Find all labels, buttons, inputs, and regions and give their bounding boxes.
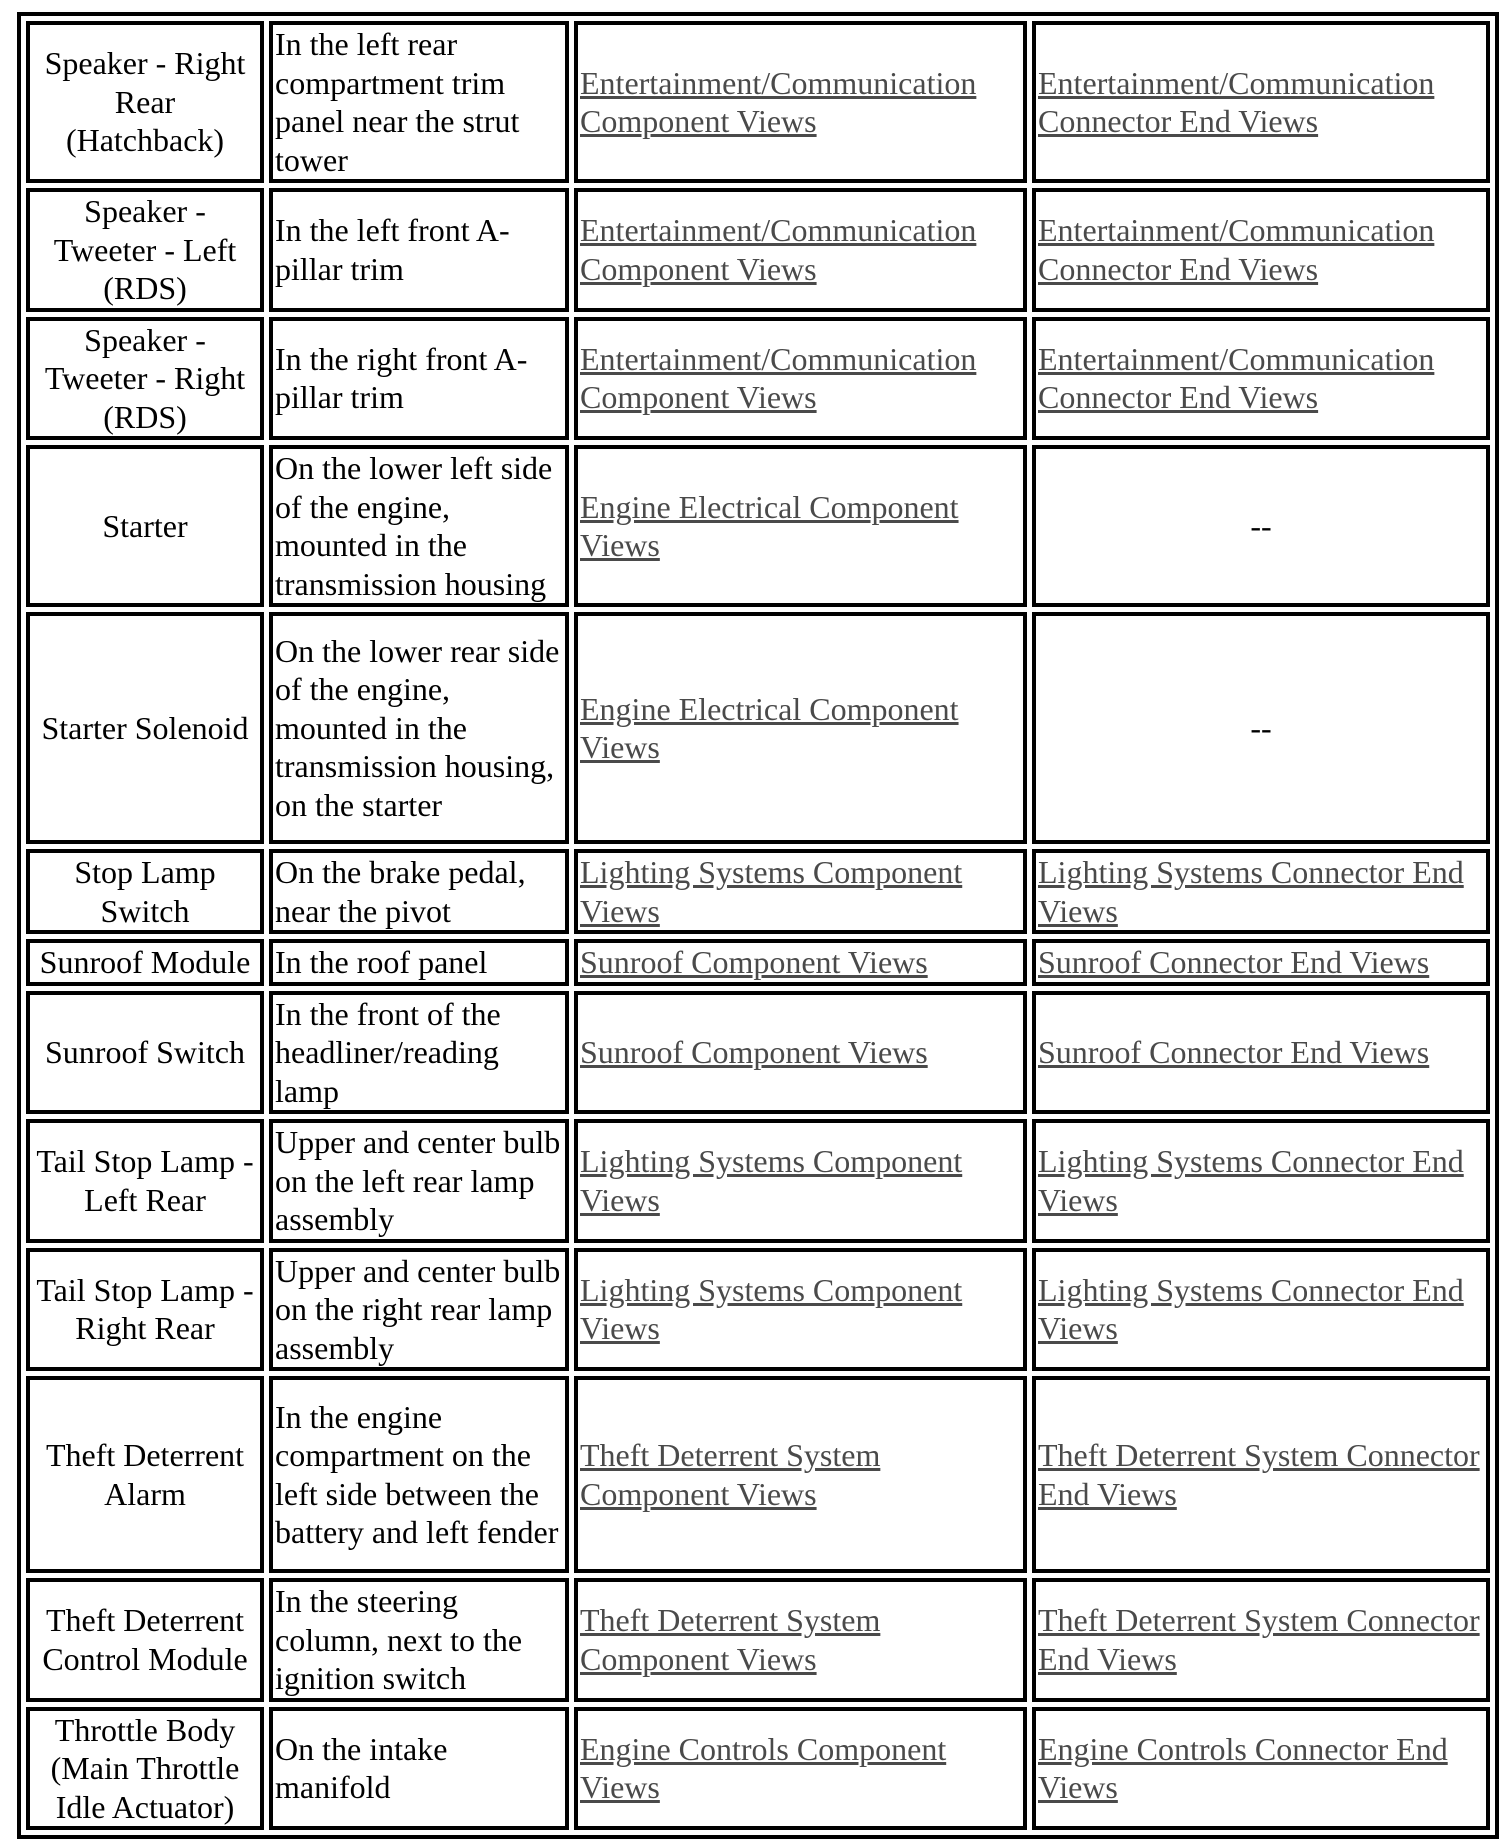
- location-cell: [269, 21, 569, 183]
- connector-views-cell: [1032, 1707, 1490, 1831]
- connector-end-views-link[interactable]: Lighting Systems Connector End Views: [1038, 1271, 1464, 1347]
- component-views-cell: [574, 317, 1027, 441]
- table-row: [26, 1578, 1490, 1702]
- location-text: On the brake pedal, near the pivot: [275, 854, 526, 929]
- component-name-cell: [26, 188, 264, 312]
- component-views-cell: [574, 1248, 1027, 1372]
- connector-end-views-link[interactable]: Entertainment/Communication Connector End Views: [1038, 212, 1435, 287]
- component-views-cell: [574, 1707, 1027, 1831]
- connector-views-cell: [1032, 939, 1490, 986]
- table-row: [26, 188, 1490, 312]
- component-name-cell: [26, 1578, 264, 1702]
- component-name-text: Speaker - Tweeter - Right (RDS): [44, 321, 246, 435]
- component-locator-table: [17, 12, 1499, 1839]
- component-name-text: Theft Deterrent Control Module: [42, 1602, 248, 1677]
- connector-end-views-link[interactable]: Entertainment/Communication Connector End Views: [1038, 340, 1435, 416]
- component-views-link[interactable]: Engine Controls Component Views: [580, 1730, 947, 1806]
- component-name-text: Tail Stop Lamp - Left Rear: [36, 1143, 254, 1218]
- component-name-cell: [26, 939, 264, 986]
- location-text: Upper and center bulb on the right rear lamp assembly: [275, 1252, 561, 1366]
- component-views-cell: [574, 849, 1027, 934]
- location-text: In the engine compartment on the left side between the battery and left fender: [275, 1398, 559, 1550]
- component-name-cell: [26, 1119, 264, 1243]
- location-text: In the front of the headliner/reading lamp: [275, 995, 501, 1109]
- component-name-cell: [26, 991, 264, 1115]
- table-body: [26, 21, 1490, 1830]
- table-row: [26, 445, 1490, 607]
- location-cell: [269, 1248, 569, 1372]
- component-views-link[interactable]: Sunroof Component Views: [580, 944, 928, 980]
- location-text: In the left front A-pillar trim: [275, 212, 510, 287]
- component-views-cell: [574, 939, 1027, 986]
- location-text: In the steering column, next to the ignition switch: [275, 1583, 523, 1696]
- connector-views-cell: [1032, 612, 1490, 844]
- component-views-cell: [574, 1376, 1027, 1573]
- table-row: [26, 849, 1490, 934]
- connector-views-cell: [1032, 1248, 1490, 1372]
- location-cell: [269, 939, 569, 986]
- not-applicable-text: --: [1250, 709, 1272, 746]
- location-text: On the lower left side of the engine, mounted in the transmission housing: [275, 450, 553, 602]
- component-name-cell: [26, 317, 264, 441]
- connector-views-cell: [1032, 445, 1490, 607]
- location-text: On the lower rear side of the engine, mounted in the transmission housing, on the starter: [275, 632, 560, 823]
- component-views-link[interactable]: Entertainment/Communication Component Views: [580, 212, 977, 287]
- location-cell: [269, 991, 569, 1115]
- table-row: [26, 1119, 1490, 1243]
- component-name-cell: [26, 1376, 264, 1573]
- table-row: [26, 991, 1490, 1115]
- component-views-link[interactable]: Entertainment/Communication Component Views: [580, 340, 977, 416]
- not-applicable-text: --: [1250, 507, 1272, 544]
- component-name-text: Theft Deterrent Alarm: [45, 1437, 245, 1512]
- location-cell: [269, 188, 569, 312]
- component-views-cell: [574, 188, 1027, 312]
- component-name-text: Sunroof Switch: [45, 1034, 245, 1070]
- location-cell: [269, 317, 569, 441]
- location-text: In the left rear compartment trim panel near the strut tower: [275, 26, 520, 178]
- component-name-text: Tail Stop Lamp - Right Rear: [36, 1271, 254, 1347]
- location-cell: [269, 1119, 569, 1243]
- component-views-link[interactable]: Theft Deterrent System Component Views: [580, 1602, 881, 1677]
- connector-end-views-link[interactable]: Sunroof Connector End Views: [1038, 944, 1430, 980]
- component-views-cell: [574, 612, 1027, 844]
- component-name-text: Sunroof Module: [39, 944, 251, 980]
- location-cell: [269, 849, 569, 934]
- component-views-link[interactable]: Engine Electrical Component Views: [580, 488, 959, 563]
- location-text: In the right front A-pillar trim: [275, 340, 528, 416]
- component-views-cell: [574, 1578, 1027, 1702]
- component-name-cell: [26, 1248, 264, 1372]
- component-views-link[interactable]: Lighting Systems Component Views: [580, 1143, 963, 1218]
- component-name-cell: [26, 445, 264, 607]
- connector-end-views-link[interactable]: Entertainment/Communication Connector End Views: [1038, 64, 1435, 139]
- connector-end-views-link[interactable]: Sunroof Connector End Views: [1038, 1034, 1430, 1070]
- table-row: [26, 1248, 1490, 1372]
- connector-views-cell: [1032, 849, 1490, 934]
- location-cell: [269, 612, 569, 844]
- table-row: [26, 21, 1490, 183]
- connector-end-views-link[interactable]: Lighting Systems Connector End Views: [1038, 1143, 1464, 1218]
- component-name-text: Starter Solenoid: [41, 709, 249, 746]
- location-cell: [269, 1578, 569, 1702]
- component-name-text: Throttle Body (Main Throttle Idle Actuator): [50, 1711, 240, 1825]
- connector-end-views-link[interactable]: Theft Deterrent System Connector End Views: [1038, 1602, 1480, 1677]
- component-name-cell: [26, 21, 264, 183]
- connector-end-views-link[interactable]: Engine Controls Connector End Views: [1038, 1730, 1448, 1806]
- connector-views-cell: [1032, 317, 1490, 441]
- component-views-link[interactable]: Entertainment/Communication Component Views: [580, 64, 977, 139]
- connector-views-cell: [1032, 21, 1490, 183]
- location-cell: [269, 1376, 569, 1573]
- connector-views-cell: [1032, 991, 1490, 1115]
- component-name-text: Stop Lamp Switch: [74, 854, 216, 929]
- table-row: [26, 1376, 1490, 1573]
- component-name-cell: [26, 1707, 264, 1831]
- component-name-text: Speaker - Right Rear (Hatchback): [44, 45, 246, 159]
- component-name-text: Starter: [102, 507, 188, 544]
- component-views-link[interactable]: Lighting Systems Component Views: [580, 1271, 963, 1347]
- component-views-link[interactable]: Lighting Systems Component Views: [580, 854, 963, 929]
- location-cell: [269, 1707, 569, 1831]
- table-row: [26, 612, 1490, 844]
- connector-end-views-link[interactable]: Theft Deterrent System Connector End Views: [1038, 1437, 1480, 1512]
- location-text: In the roof panel: [275, 944, 488, 980]
- component-name-cell: [26, 612, 264, 844]
- component-views-cell: [574, 445, 1027, 607]
- connector-views-cell: [1032, 188, 1490, 312]
- location-text: On the intake manifold: [275, 1730, 448, 1806]
- location-text: Upper and center bulb on the left rear lamp assembly: [275, 1124, 561, 1237]
- component-views-cell: [574, 991, 1027, 1115]
- connector-views-cell: [1032, 1376, 1490, 1573]
- table-row: [26, 317, 1490, 441]
- component-name-text: Speaker - Tweeter - Left (RDS): [53, 193, 237, 306]
- component-views-link[interactable]: Theft Deterrent System Component Views: [580, 1437, 881, 1512]
- component-views-cell: [574, 21, 1027, 183]
- location-cell: [269, 445, 569, 607]
- connector-views-cell: [1032, 1119, 1490, 1243]
- component-name-cell: [26, 849, 264, 934]
- table-row: [26, 1707, 1490, 1831]
- component-views-link[interactable]: Engine Electrical Component Views: [580, 690, 959, 765]
- component-views-link[interactable]: Sunroof Component Views: [580, 1034, 928, 1070]
- connector-end-views-link[interactable]: Lighting Systems Connector End Views: [1038, 854, 1464, 929]
- connector-views-cell: [1032, 1578, 1490, 1702]
- component-views-cell: [574, 1119, 1027, 1243]
- table-row: [26, 939, 1490, 986]
